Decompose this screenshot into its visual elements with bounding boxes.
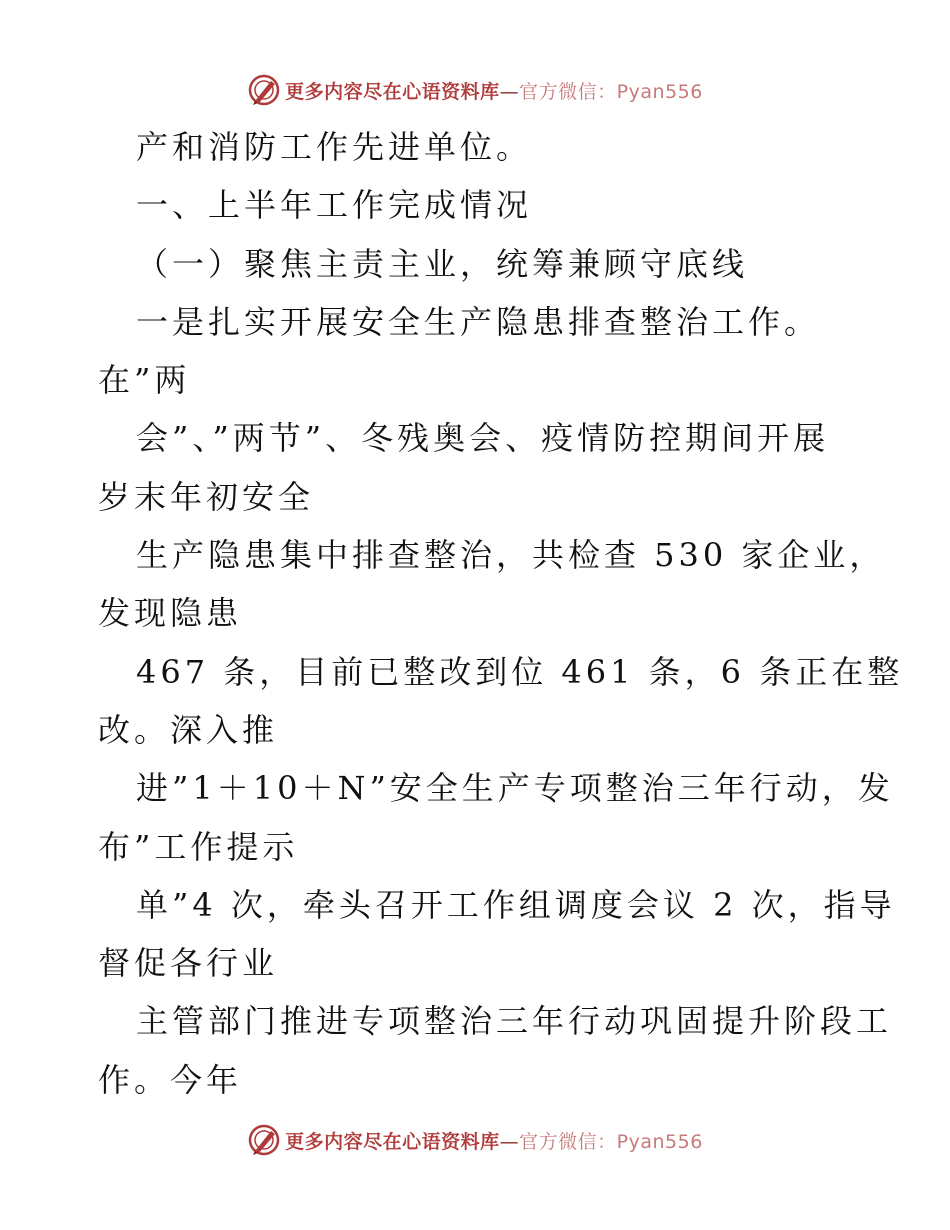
text-line: 会”、”两节”、冬残奥会、疫情防控期间开展	[136, 419, 830, 458]
header-banner	[0, 70, 950, 110]
pen-logo-icon	[247, 1123, 281, 1157]
text-line: 产和消防工作先进单位。	[136, 128, 533, 166]
text-line: 单”4 次，牵头召开工作组调度会议 2 次，指导	[136, 885, 896, 924]
text-line: 岁末年初安全	[98, 477, 315, 516]
footer-brand: 更多内容尽在心语资料库	[285, 1130, 500, 1153]
footer-banner	[0, 1120, 950, 1160]
footer-separator: —	[499, 1130, 520, 1153]
text-line: 主管部门推进专项整治三年行动巩固提升阶段工	[136, 1002, 893, 1041]
text-line: 作。今年	[98, 1060, 243, 1099]
pen-logo-icon	[247, 73, 281, 107]
header-separator: —	[499, 80, 520, 103]
subsection-heading: （一）聚焦主责主业，统筹兼顾守底线	[136, 244, 749, 283]
text-line: 布”工作提示	[98, 827, 299, 866]
header-brand: 更多内容尽在心语资料库	[285, 80, 500, 103]
header-banner-text	[285, 77, 703, 104]
text-line: 改。深入推	[98, 710, 279, 749]
text-line: 467 条，目前已整改到位 461 条，6 条正在整	[136, 652, 904, 691]
text-line: 生产隐患集中排查整治，共检查 530 家企业，	[136, 536, 886, 575]
header-wechat: 官方微信：Pyan556	[519, 80, 703, 103]
text-line: 在”两	[98, 361, 191, 400]
text-line: 发现隐患	[98, 594, 243, 633]
section-heading: 一、上半年工作完成情况	[136, 186, 533, 225]
text-line: 督促各行业	[98, 944, 279, 983]
document-body	[98, 118, 904, 1109]
text-line: 一是扎实开展安全生产隐患排查整治工作。	[136, 302, 821, 341]
text-line: 进”1＋10＋N”安全生产专项整治三年行动，发	[136, 769, 894, 808]
footer-wechat: 官方微信：Pyan556	[519, 1130, 703, 1153]
footer-banner-text	[285, 1127, 703, 1154]
